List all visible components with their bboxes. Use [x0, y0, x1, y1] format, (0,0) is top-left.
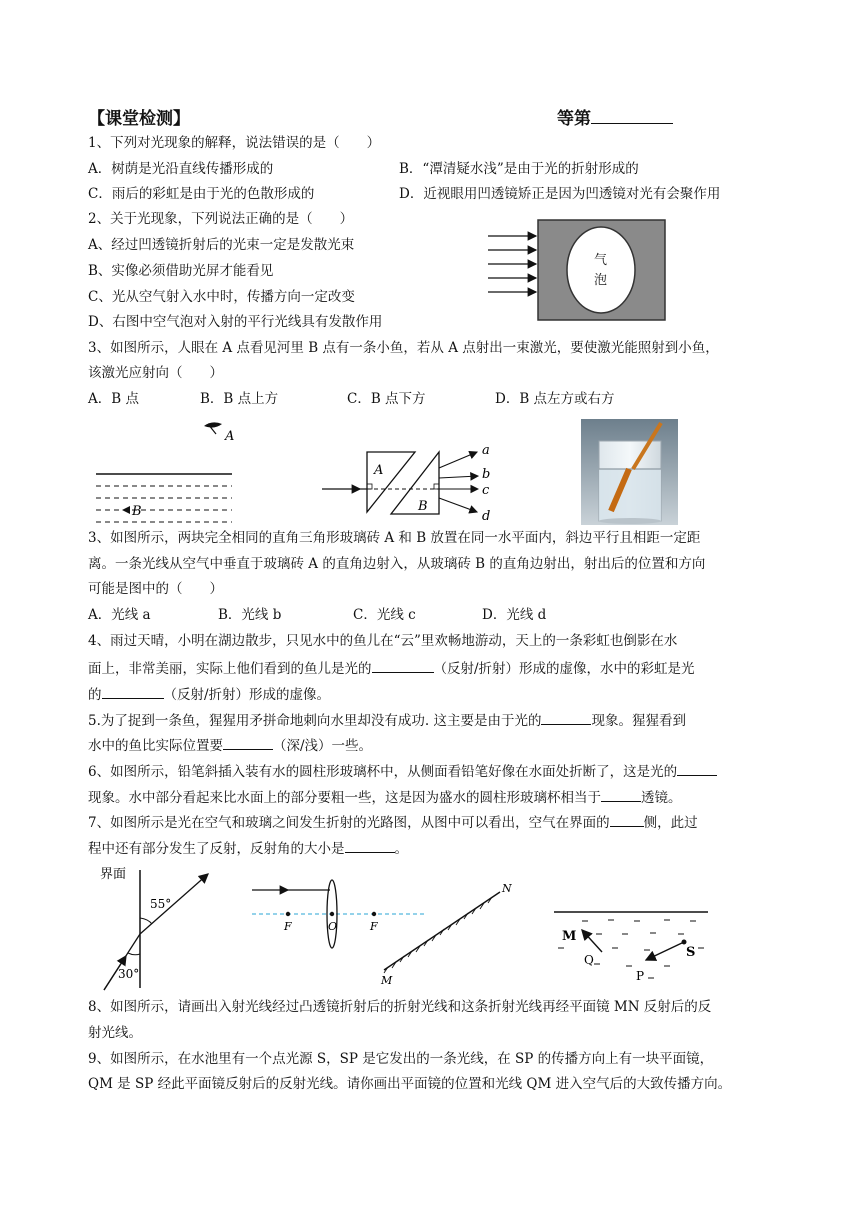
q3a-option-b: B．B 点上方 — [200, 391, 279, 407]
ray-a — [439, 452, 477, 468]
ray-b — [439, 476, 478, 478]
q5-line2: 水中的鱼比实际位置要 （深/浅）一些。 — [88, 735, 372, 755]
angle-top-label: 55° — [150, 897, 172, 911]
interface-figure — [96, 862, 216, 992]
focus-right-label: F — [370, 920, 378, 933]
point-m-label: M — [562, 929, 577, 944]
q9-line2: QM 是 SP 经此平面镜反射后的反射光线。请你画出平面镜的位置和光线 QM 进入空气后的大致传播方向。 — [88, 1076, 732, 1092]
q3b-option-a: A．光线 a — [88, 607, 151, 623]
q9-line1: 9、如图所示，在水池里有一个点光源 S，SP 是它发出的一条光线，在 SP 的传播方向上有一块平面镜， — [88, 1051, 714, 1067]
prism-figure — [322, 438, 507, 526]
prism-b — [391, 452, 439, 514]
point-p-label: P — [636, 969, 645, 983]
air-bubble-figure — [488, 218, 668, 322]
prism-a-label: A — [374, 463, 384, 478]
q3a-option-d: D．B 点左方或右方 — [495, 391, 615, 407]
eye-icon — [204, 422, 222, 434]
q4-line3: 的 （反射/折射）形成的虚像。 — [88, 684, 330, 704]
plane-mirror-mn — [384, 892, 500, 973]
q1-option-d: D．近视眼用凹透镜矫正是因为凹透镜对光有会聚作用 — [399, 186, 721, 202]
pencil-glass-photo — [581, 419, 678, 525]
q8-line1: 8、如图所示，请画出入射光线经过凸透镜折射后的折射光线和这条折射光线再经平面镜 MN 反射后的反 — [88, 999, 712, 1015]
q7-line2: 程中还有部分发生了反射，反射角的大小是 。 — [88, 838, 408, 858]
ray-qm — [582, 930, 602, 952]
q2-option-d: D、右图中空气泡对入射的平行光线具有发散作用 — [88, 314, 383, 330]
ray-a-label: a — [482, 443, 490, 458]
fish-icon — [122, 506, 130, 514]
mirror-n-label: N — [502, 882, 512, 895]
q3b-option-d: D．光线 d — [482, 607, 547, 623]
q1-option-a: A．树荫是光沿直线传播形成的 — [88, 161, 274, 177]
bubble — [567, 227, 635, 313]
q6-line1: 6、如图所示，铅笔斜插入装有水的圆柱形玻璃杯中，从侧面看铅笔好像在水面处折断了，这是光的 — [88, 761, 717, 781]
q3a-line2: 该激光应射向（ ） — [88, 365, 223, 381]
prism-a — [367, 452, 415, 512]
q3a-option-c: C．B 点下方 — [347, 391, 426, 407]
optical-center-label: O — [328, 920, 338, 933]
point-q-label: Q — [584, 953, 594, 967]
q8-line2: 射光线。 — [88, 1025, 142, 1041]
q3b-option-c: C．光线 c — [353, 607, 416, 623]
q4-line1: 4、雨过天晴，小明在湖边散步，只见水中的鱼儿在“云”里欢畅地游动，天上的一条彩虹也倒影在水 — [88, 633, 678, 649]
q1-stem: 1、下列对光现象的解释，说法错误的是（ ） — [88, 135, 381, 151]
point-source-s — [682, 940, 687, 945]
ray-sp — [646, 942, 684, 960]
bubble-label-1: 气 — [594, 253, 608, 268]
q7-line1: 7、如图所示是光在空气和玻璃之间发生折射的光路图，从图中可以看出，空气在界面的 侧，此过 — [88, 812, 698, 832]
ray-b-label: b — [482, 467, 491, 482]
grade-label: 等第 — [557, 104, 673, 129]
q3a-line1: 3、如图所示，人眼在 A 点看见河里 B 点有一条小鱼，若从 A 点射出一束激光，要使激光能照射到小鱼， — [88, 340, 719, 356]
prism-b-label: B — [418, 499, 428, 514]
ray-c-label: c — [482, 483, 490, 498]
q4-line2: 面上，非常美丽，实际上他们看到的鱼儿是光的 （反射/折射）形成的虚像，水中的彩虹是光 — [88, 658, 695, 678]
interface-label: 界面 — [100, 867, 127, 882]
focus-left-label: F — [284, 920, 292, 933]
bubble-label-2: 泡 — [594, 273, 608, 288]
section-title: 【课堂检测】 — [88, 109, 190, 129]
q2-option-a: A、经过凹透镜折射后的光束一定是发散光束 — [88, 237, 355, 253]
mirror-m-label: M — [381, 974, 393, 987]
q3b-line2: 离。一条光线从空气中垂直于玻璃砖 A 的直角边射入，从玻璃砖 B 的直角边射出，射出后的位置和方向 — [88, 556, 706, 572]
point-b-label: B — [132, 504, 142, 519]
point-a-label: A — [225, 429, 235, 444]
q1-option-b: B．“潭清疑水浅”是由于光的折射形成的 — [399, 161, 639, 177]
lens-mirror-figure — [248, 870, 518, 988]
pool-figure — [552, 908, 712, 990]
parallel-rays — [488, 236, 536, 292]
q2-stem: 2、关于光现象，下列说法正确的是（ ） — [88, 211, 354, 227]
q3b-line3: 可能是图中的（ ） — [88, 581, 223, 597]
q1-option-c: C．雨后的彩虹是由于光的色散形成的 — [88, 186, 315, 202]
q2-option-b: B、实像必须借助光屏才能看见 — [88, 263, 274, 279]
q3b-line1: 3、如图所示，两块完全相同的直角三角形玻璃砖 A 和 B 放置在同一水平面内，斜边平行且相距一定距 — [88, 530, 701, 546]
q3b-option-b: B．光线 b — [218, 607, 282, 623]
point-s-label: S — [686, 945, 696, 960]
q2-option-c: C、光从空气射入水中时，传播方向一定改变 — [88, 289, 355, 305]
q5-line1: 5.为了捉到一条鱼，猩猩用矛拼命地刺向水里却没有成功. 这主要是由于光的 现象。猩猩看到 — [88, 710, 686, 730]
q3a-option-a: A．B 点 — [88, 391, 139, 407]
eye-fish-figure — [92, 418, 242, 523]
ray-d — [439, 498, 477, 512]
ray-d-label: d — [482, 509, 491, 524]
angle-bottom-label: 30° — [118, 967, 140, 981]
q6-line2: 现象。水中部分看起来比水面上的部分要粗一些，这是因为盛水的圆柱形玻璃杯相当于 透镜。 — [88, 787, 682, 807]
